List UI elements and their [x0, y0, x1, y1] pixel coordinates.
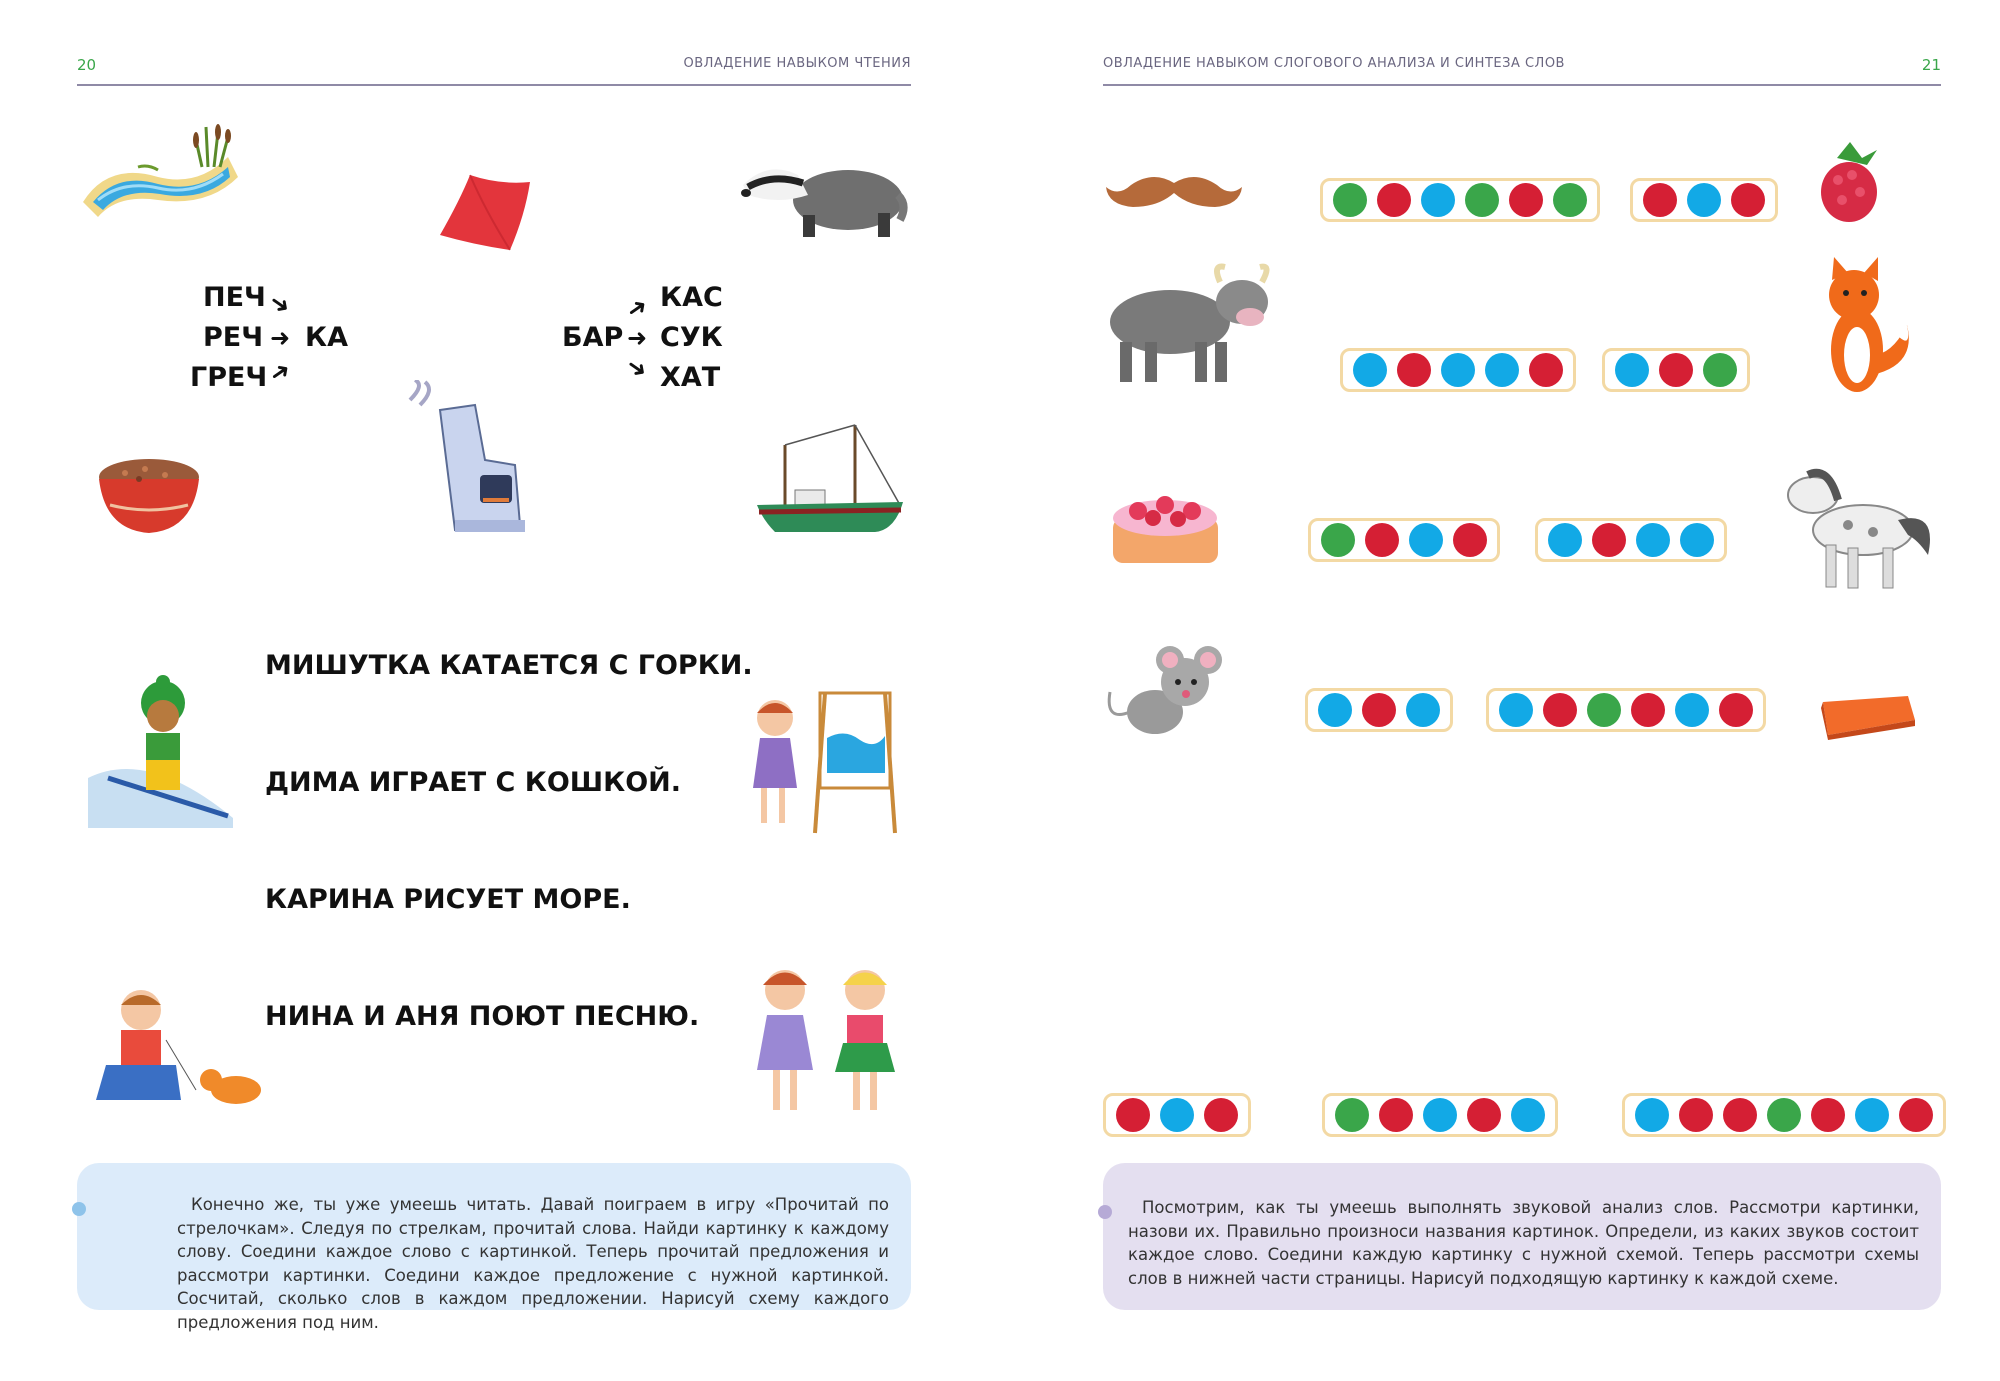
red-sound-circle-icon [1719, 693, 1753, 727]
sound-scheme [1602, 348, 1750, 392]
green-sound-circle-icon [1703, 353, 1737, 387]
blue-sound-circle-icon [1160, 1098, 1194, 1132]
arrow-up-right-icon: ➜ [263, 354, 297, 390]
sound-scheme [1630, 178, 1778, 222]
girls-singing-picture [735, 960, 915, 1122]
page-header-title: ОВЛАДЕНИЕ НАВЫКОМ СЛОГОВОГО АНАЛИЗА И СИНТЕЗА СЛОВ [1103, 56, 1565, 71]
blue-sound-circle-icon [1615, 353, 1649, 387]
arrow-right-icon: ➜ [270, 324, 291, 352]
red-cloth-picture [430, 170, 535, 255]
syllable-start-bar: БАР [562, 322, 624, 353]
syllable-end-3: ХАТ [660, 362, 721, 393]
red-sound-circle-icon [1467, 1098, 1501, 1132]
red-sound-circle-icon [1509, 183, 1543, 217]
page-number: 20 [77, 56, 97, 74]
river-picture [78, 122, 243, 222]
blue-sound-circle-icon [1353, 353, 1387, 387]
blue-sound-circle-icon [1421, 183, 1455, 217]
sound-scheme [1622, 1093, 1946, 1137]
page-header-title: ОВЛАДЕНИЕ НАВЫКОМ ЧТЕНИЯ [683, 56, 911, 71]
buckwheat-bowl-picture [95, 455, 203, 537]
arrow-up-right-icon: ➜ [620, 290, 654, 326]
red-sound-circle-icon [1731, 183, 1765, 217]
blue-sound-circle-icon [1441, 353, 1475, 387]
red-sound-circle-icon [1811, 1098, 1845, 1132]
red-sound-circle-icon [1543, 693, 1577, 727]
red-sound-circle-icon [1723, 1098, 1757, 1132]
blue-sound-circle-icon [1499, 693, 1533, 727]
instructions-text: Конечно же, ты уже умеешь читать. Давай поиграем в игру «Прочитай по стрелочкам». Следуя по стрелкам, прочитай слова. Найди картинку к каждому слову. Соедини каждое слово с картинкой. Теперь прочитай предложения и рассмотри картинки. Соедини каждое предложение с нужной картинкой. Сосчитай, сколько слов в каждом предложении. Нарисуй схему каждого предложения под ним. [177, 1195, 889, 1332]
boat-picture [755, 420, 905, 540]
green-sound-circle-icon [1335, 1098, 1369, 1132]
red-sound-circle-icon [1377, 183, 1411, 217]
syllable-end: КА [305, 322, 348, 353]
raspberry-picture [1812, 140, 1887, 225]
red-sound-circle-icon [1116, 1098, 1150, 1132]
sound-scheme [1535, 518, 1727, 562]
cake-picture [1108, 483, 1223, 568]
red-sound-circle-icon [1204, 1098, 1238, 1132]
sentence-1: МИШУТКА КАТАЕТСЯ С ГОРКИ. [265, 650, 753, 681]
sound-scheme [1103, 1093, 1251, 1137]
blue-sound-circle-icon [1680, 523, 1714, 557]
girl-painting-picture [735, 688, 915, 836]
blue-sound-circle-icon [1423, 1098, 1457, 1132]
boy-with-kitten-picture [86, 985, 281, 1115]
page-number: 21 [1921, 56, 1941, 74]
green-sound-circle-icon [1553, 183, 1587, 217]
brick-picture [1813, 690, 1918, 742]
instructions-box [77, 1163, 911, 1332]
syllable-end-1: КАС [660, 282, 723, 313]
blue-sound-circle-icon [1855, 1098, 1889, 1132]
arrow-right-icon: ➜ [627, 324, 648, 352]
red-sound-circle-icon [1659, 353, 1693, 387]
red-sound-circle-icon [1899, 1098, 1933, 1132]
badger-picture [738, 145, 908, 243]
blue-sound-circle-icon [1318, 693, 1352, 727]
blue-sound-circle-icon [1511, 1098, 1545, 1132]
blue-sound-circle-icon [1548, 523, 1582, 557]
green-sound-circle-icon [1767, 1098, 1801, 1132]
arrow-down-right-icon: ➜ [263, 286, 297, 322]
bullet-dot-icon [1098, 1205, 1112, 1219]
blue-sound-circle-icon [1409, 523, 1443, 557]
left-page-header [77, 52, 911, 86]
syllable-start-3: ГРЕЧ [190, 362, 268, 393]
green-sound-circle-icon [1333, 183, 1367, 217]
horse-picture [1778, 460, 1940, 595]
red-sound-circle-icon [1643, 183, 1677, 217]
blue-sound-circle-icon [1635, 1098, 1669, 1132]
green-sound-circle-icon [1321, 523, 1355, 557]
sound-scheme [1322, 1093, 1558, 1137]
green-sound-circle-icon [1587, 693, 1621, 727]
red-sound-circle-icon [1592, 523, 1626, 557]
syllable-start-2: РЕЧ [203, 322, 264, 353]
sound-scheme [1340, 348, 1576, 392]
bear-skiing-picture [88, 668, 233, 828]
red-sound-circle-icon [1453, 523, 1487, 557]
blue-sound-circle-icon [1675, 693, 1709, 727]
right-page [1000, 0, 2000, 1381]
sound-scheme [1305, 688, 1453, 732]
sound-scheme [1486, 688, 1766, 732]
sentence-3: КАРИНА РИСУЕТ МОРЕ. [265, 884, 631, 915]
red-sound-circle-icon [1397, 353, 1431, 387]
stove-picture [395, 380, 545, 538]
red-sound-circle-icon [1529, 353, 1563, 387]
red-sound-circle-icon [1362, 693, 1396, 727]
mustache-picture [1103, 165, 1245, 215]
sound-scheme [1320, 178, 1600, 222]
instructions-text: Посмотрим, как ты умеешь выполнять звуковой анализ слов. Рассмотри картинки, назови их. Правильно произноси названия картинок. Определи, из каких звуков состоит каждое слово. Соедини каждую картинку с нужной схемой. Теперь рассмотри схемы слов в нижней части страницы. Нарисуй подходящую картинку к каждой схеме. [1128, 1198, 1919, 1288]
green-sound-circle-icon [1465, 183, 1499, 217]
sentence-2: ДИМА ИГРАЕТ С КОШКОЙ. [265, 767, 682, 798]
red-sound-circle-icon [1365, 523, 1399, 557]
right-page-header [1103, 52, 1941, 86]
bullet-dot-icon [72, 1202, 86, 1216]
sound-scheme [1308, 518, 1500, 562]
blue-sound-circle-icon [1687, 183, 1721, 217]
red-sound-circle-icon [1631, 693, 1665, 727]
arrow-down-right-icon: ➜ [620, 350, 654, 386]
sentence-4: НИНА И АНЯ ПОЮТ ПЕСНЮ. [265, 1001, 700, 1032]
syllable-start-1: ПЕЧ [203, 282, 266, 313]
fox-picture [1812, 255, 1917, 405]
mouse-picture [1100, 642, 1235, 740]
instructions-box [1103, 1163, 1941, 1310]
red-sound-circle-icon [1679, 1098, 1713, 1132]
blue-sound-circle-icon [1485, 353, 1519, 387]
blue-sound-circle-icon [1406, 693, 1440, 727]
red-sound-circle-icon [1379, 1098, 1413, 1132]
blue-sound-circle-icon [1636, 523, 1670, 557]
syllable-end-2: СУК [660, 322, 723, 353]
bull-picture [1100, 262, 1278, 387]
